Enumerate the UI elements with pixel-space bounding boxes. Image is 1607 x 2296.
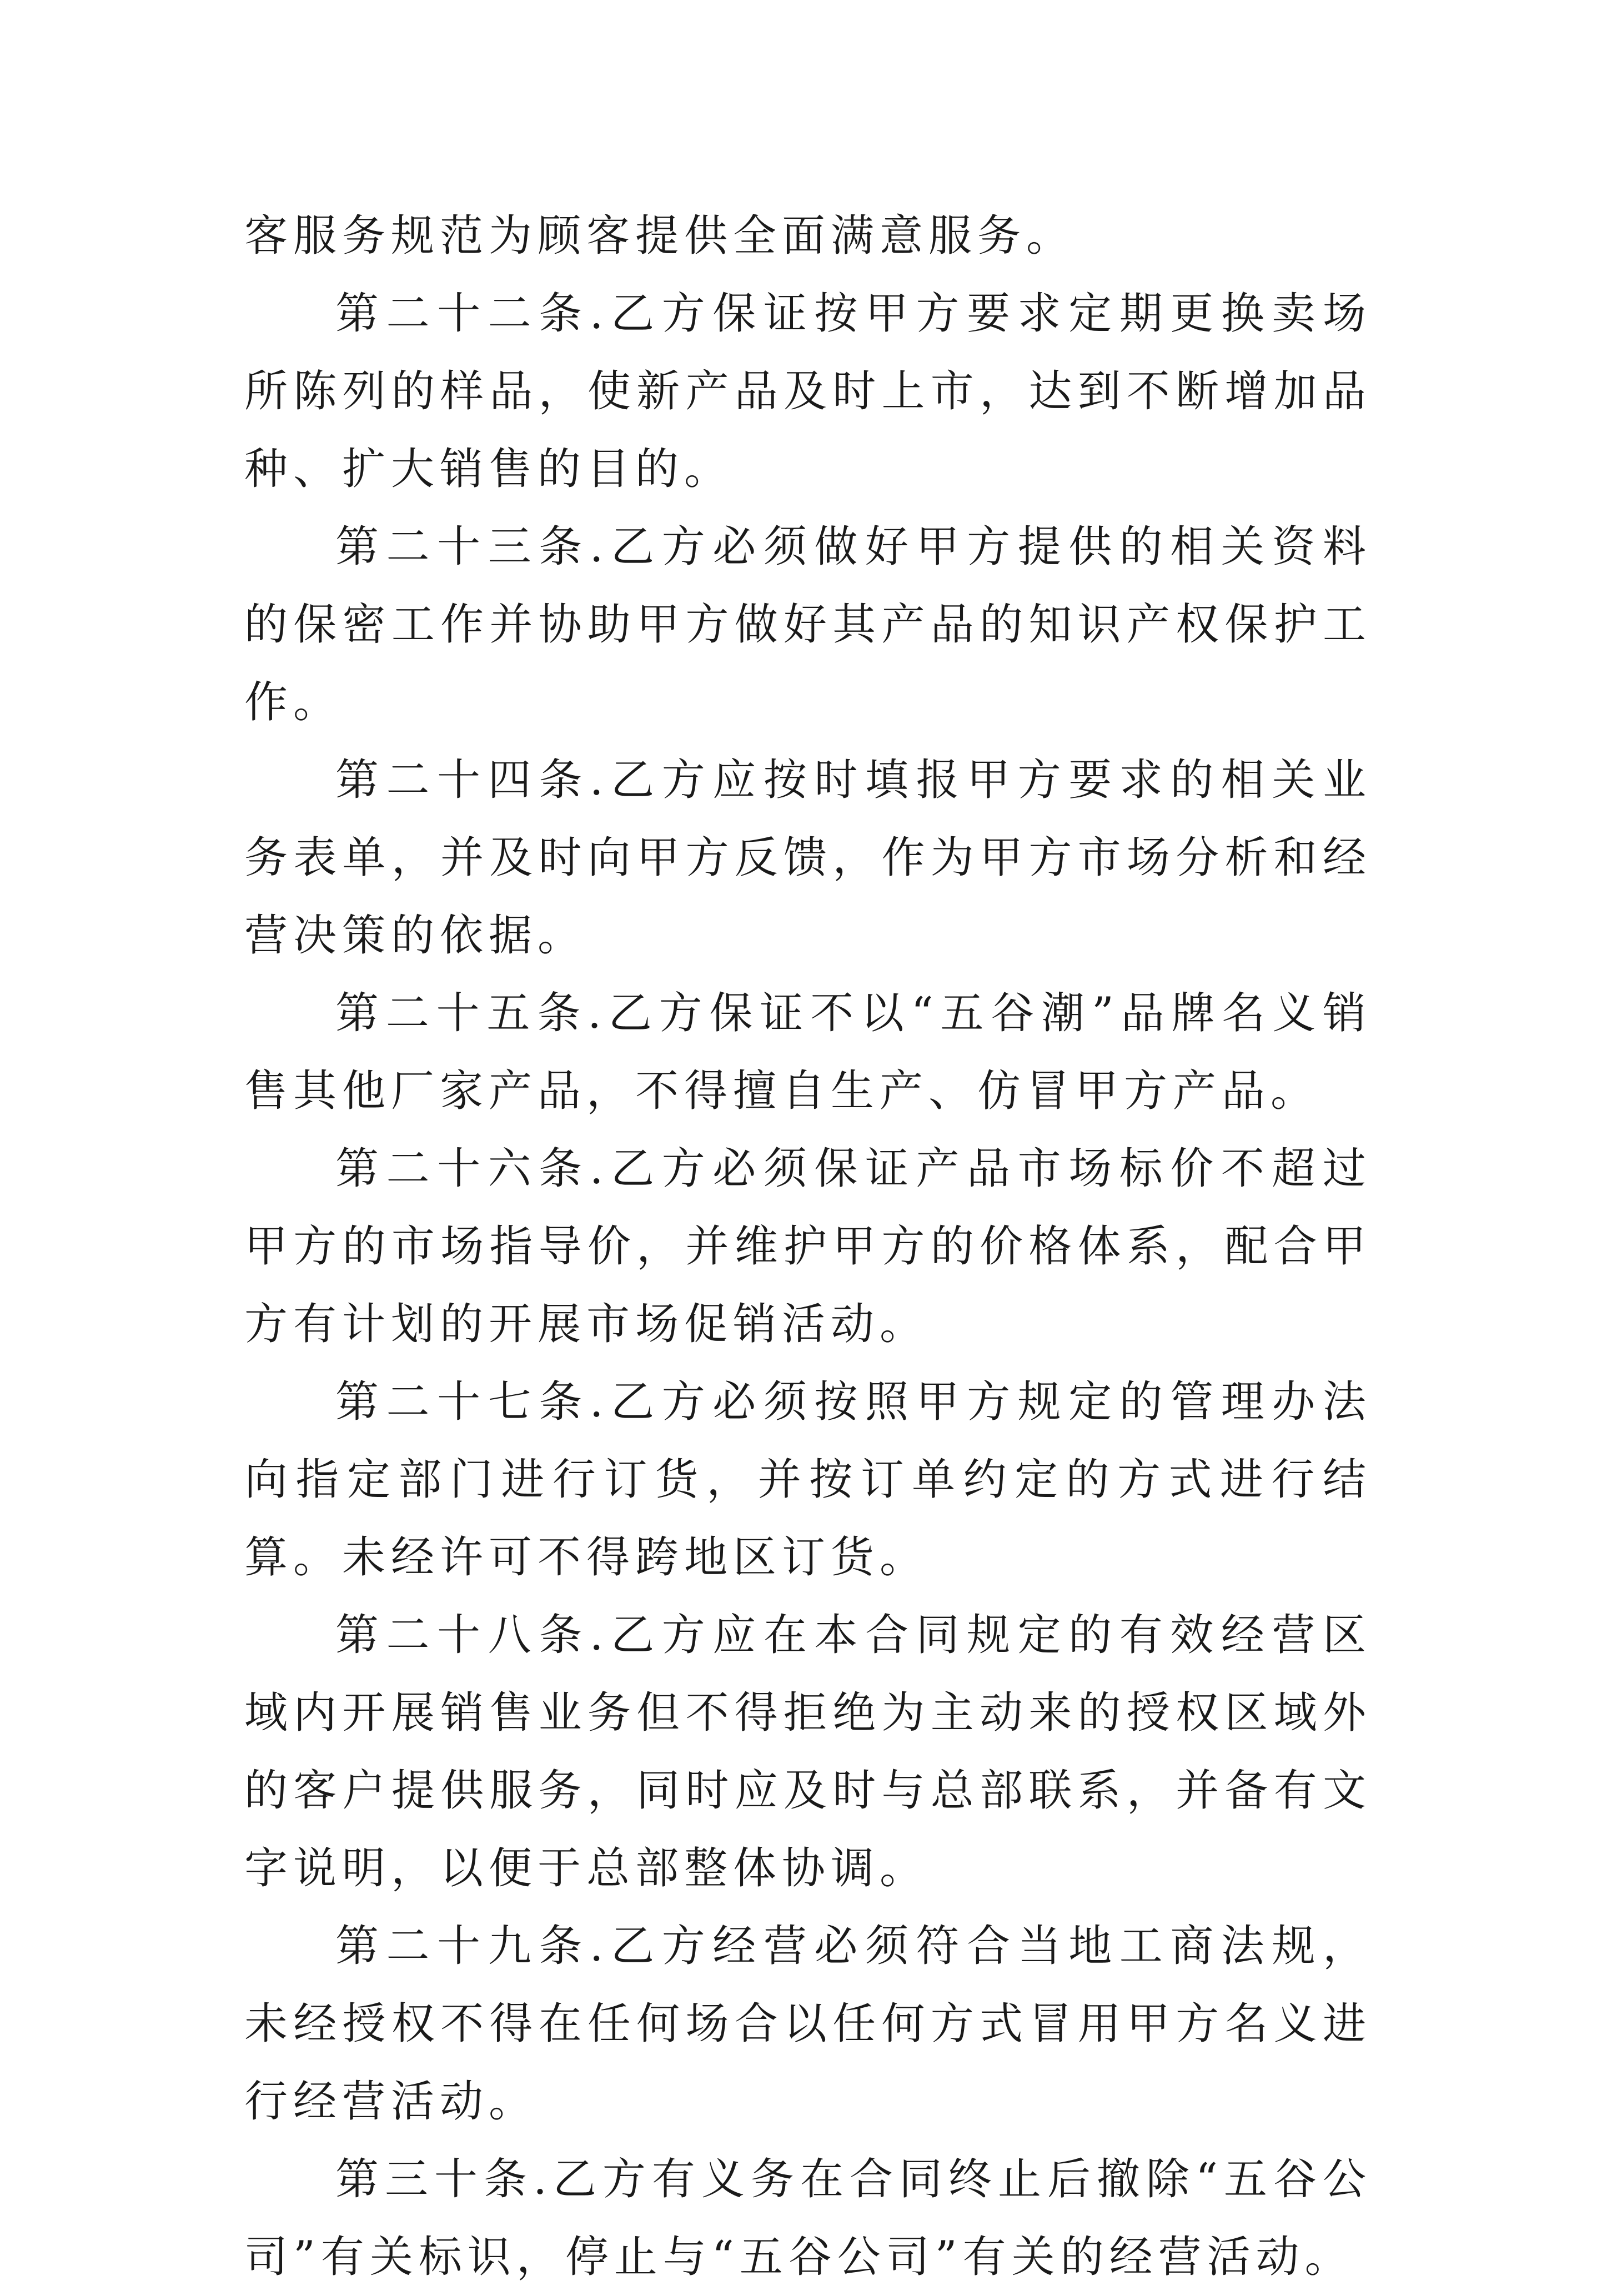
- paragraph-article-30: 第三十条.乙方有义务在合同终止后撤除“五谷公司”有关标识，停止与“五谷公司”有关的经营活动。: [244, 2154, 1372, 2282]
- paragraph-article-26: 第二十六条.乙方必须保证产品市场标价不超过甲方的市场指导价，并维护甲方的价格体系，配合甲方有计划的开展市场促销活动。: [244, 1144, 1372, 1349]
- paragraph-article-22: 第二十二条.乙方保证按甲方要求定期更换卖场所陈列的样品，使新产品及时上市，达到不断增加品种、扩大销售的目的。: [244, 289, 1372, 494]
- paragraph-article-24: 第二十四条.乙方应按时填报甲方要求的相关业务表单，并及时向甲方反馈，作为甲方市场分析和经营决策的依据。: [244, 755, 1372, 961]
- paragraph-article-28: 第二十八条.乙方应在本合同规定的有效经营区域内开展销售业务但不得拒绝为主动来的授权区域外的客户提供服务，同时应及时与总部联系，并备有文字说明，以便于总部整体协调。: [244, 1610, 1372, 1893]
- paragraph-article-23: 第二十三条.乙方必须做好甲方提供的相关资料的保密工作并协助甲方做好其产品的知识产权保护工作。: [244, 522, 1372, 727]
- paragraph-article-29: 第二十九条.乙方经营必须符合当地工商法规，未经授权不得在任何场合以任何方式冒用甲方名义进行经营活动。: [244, 1921, 1372, 2127]
- document-body: [244, 197, 1372, 2296]
- paragraph-article-27: 第二十七条.乙方必须按照甲方规定的管理办法向指定部门进行订货，并按订单约定的方式进行结算。未经许可不得跨地区订货。: [244, 1377, 1372, 1582]
- paragraph-continuation: 客服务规范为顾客提供全面满意服务。: [244, 211, 1076, 261]
- paragraph-article-25: 第二十五条.乙方保证不以“五谷潮”品牌名义销售其他厂家产品，不得擅自生产、仿冒甲方产品。: [244, 988, 1372, 1116]
